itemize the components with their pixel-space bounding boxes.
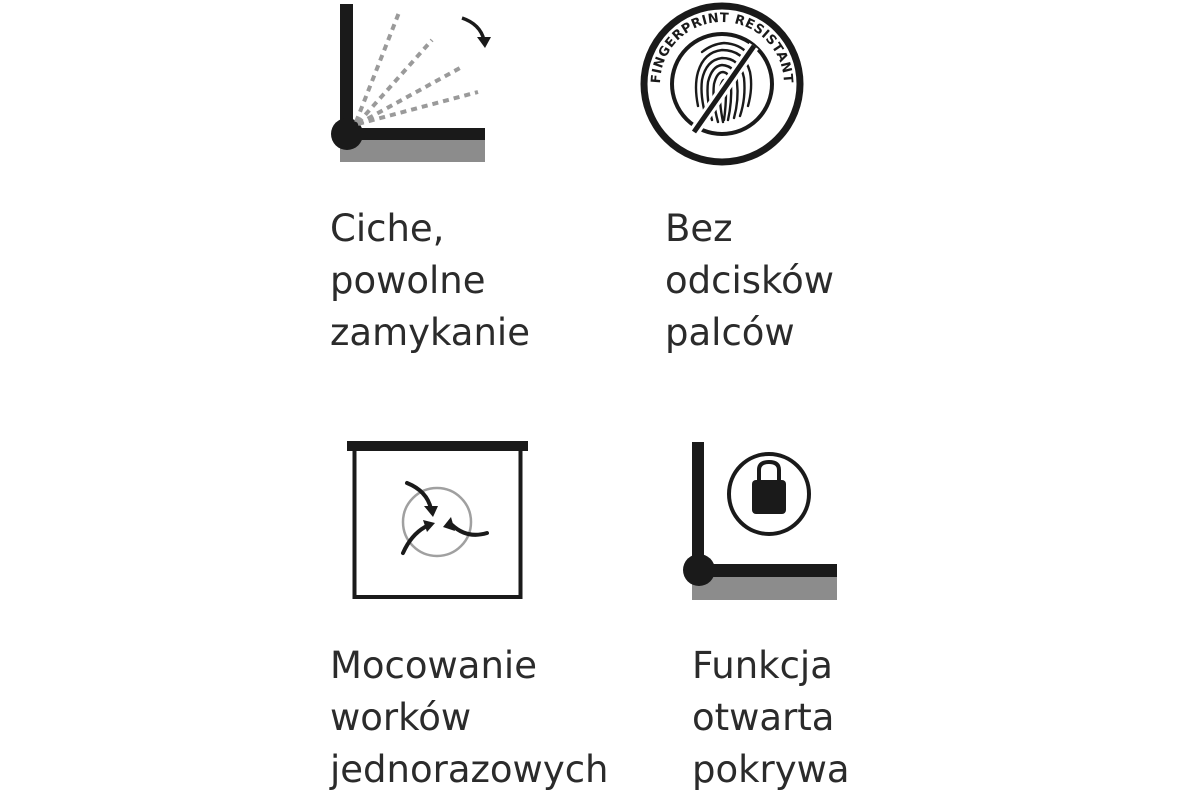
label-line: Ciche, — [330, 207, 445, 250]
label-line: Mocowanie — [330, 644, 537, 687]
label-line: powolne — [330, 259, 486, 302]
soft-close-lid-icon — [320, 0, 520, 170]
label-line: pokrywa — [692, 748, 850, 791]
feature-label-open-lid-lock — [692, 640, 850, 796]
open-lid-lock-icon — [670, 438, 850, 603]
label-line: zamykanie — [330, 311, 530, 354]
fingerprint-resistant-icon — [640, 2, 805, 167]
label-line: odcisków — [665, 259, 835, 302]
label-line: Bez — [665, 207, 733, 250]
bag-fixing-icon — [345, 435, 535, 605]
svg-text:FINGERPRINT RESISTANT: FINGERPRINT RESISTANT — [648, 10, 796, 84]
label-line: Funkcja — [692, 644, 833, 687]
feature-label-fingerprint-resistant — [665, 203, 834, 359]
label-line: otwarta — [692, 696, 835, 739]
feature-label-bag-fixing — [330, 640, 609, 796]
label-line: jednorazowych — [330, 748, 609, 791]
label-line: palców — [665, 311, 795, 354]
label-line: worków — [330, 696, 472, 739]
feature-label-soft-close — [330, 203, 530, 359]
